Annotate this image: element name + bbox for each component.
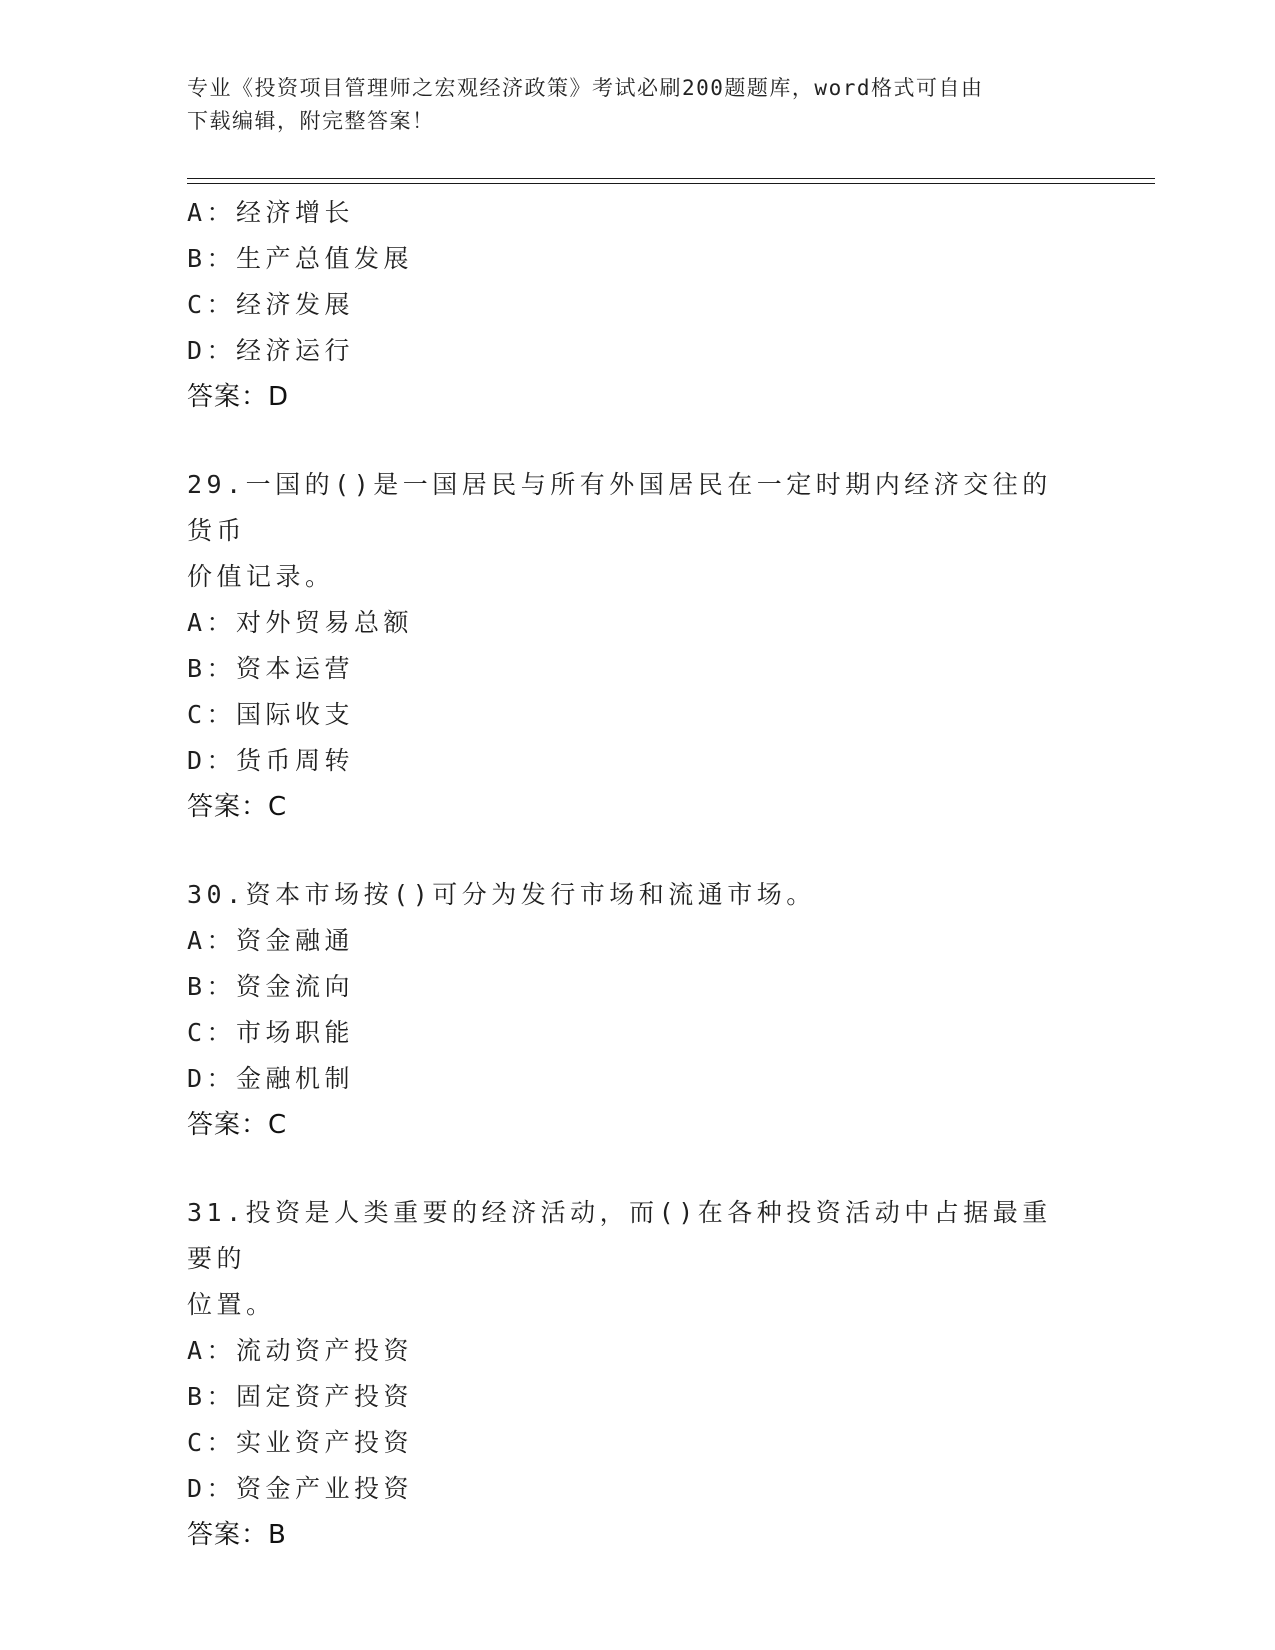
- option-c: C：实业资产投资: [187, 1428, 414, 1457]
- header-line-1: 专业《投资项目管理师之宏观经济政策》考试必刷200题题库，word格式可自由: [187, 76, 984, 100]
- document-header: [187, 72, 1087, 138]
- header-divider-top: [187, 178, 1155, 179]
- header-line-2: 下载编辑，附完整答案！: [187, 109, 435, 133]
- option-b: B：固定资产投资: [187, 1382, 414, 1411]
- question-stem-line-1: 29.一国的()是一国居民与所有外国居民在一定时期内经济交往的货币: [187, 470, 1052, 545]
- option-a: A：流动资产投资: [187, 1336, 414, 1365]
- answer: 答案：D: [187, 382, 290, 412]
- option-a: A：经济增长: [187, 198, 355, 227]
- question-31: [187, 1190, 1087, 1558]
- option-b: B：生产总值发展: [187, 244, 414, 273]
- option-c: C：市场职能: [187, 1018, 355, 1047]
- question-30: [187, 872, 1087, 1148]
- question-stem-line-2: 位置。: [187, 1290, 276, 1319]
- spacer: [187, 1148, 1087, 1190]
- option-a: A：对外贸易总额: [187, 608, 414, 637]
- question-stem-line-1: 30.资本市场按()可分为发行市场和流通市场。: [187, 880, 816, 909]
- question-stem-line-1: 31.投资是人类重要的经济活动，而()在各种投资活动中占据最重要的: [187, 1198, 1052, 1273]
- answer: 答案：C: [187, 792, 288, 822]
- option-b: B：资本运营: [187, 654, 355, 683]
- option-b: B：资金流向: [187, 972, 355, 1001]
- option-c: C：国际收支: [187, 700, 355, 729]
- header-divider-bottom: [187, 183, 1155, 184]
- question-stem-line-2: 价值记录。: [187, 562, 335, 591]
- option-a: A：资金融通: [187, 926, 355, 955]
- option-d: D：经济运行: [187, 336, 355, 365]
- question-28: [187, 190, 1087, 420]
- spacer: [187, 830, 1087, 872]
- option-d: D：金融机制: [187, 1064, 355, 1093]
- option-d: D：资金产业投资: [187, 1474, 414, 1503]
- answer: 答案：B: [187, 1520, 287, 1550]
- spacer: [187, 420, 1087, 462]
- question-list: [187, 190, 1087, 1558]
- answer: 答案：C: [187, 1110, 288, 1140]
- question-29: [187, 462, 1087, 830]
- option-d: D：货币周转: [187, 746, 355, 775]
- option-c: C：经济发展: [187, 290, 355, 319]
